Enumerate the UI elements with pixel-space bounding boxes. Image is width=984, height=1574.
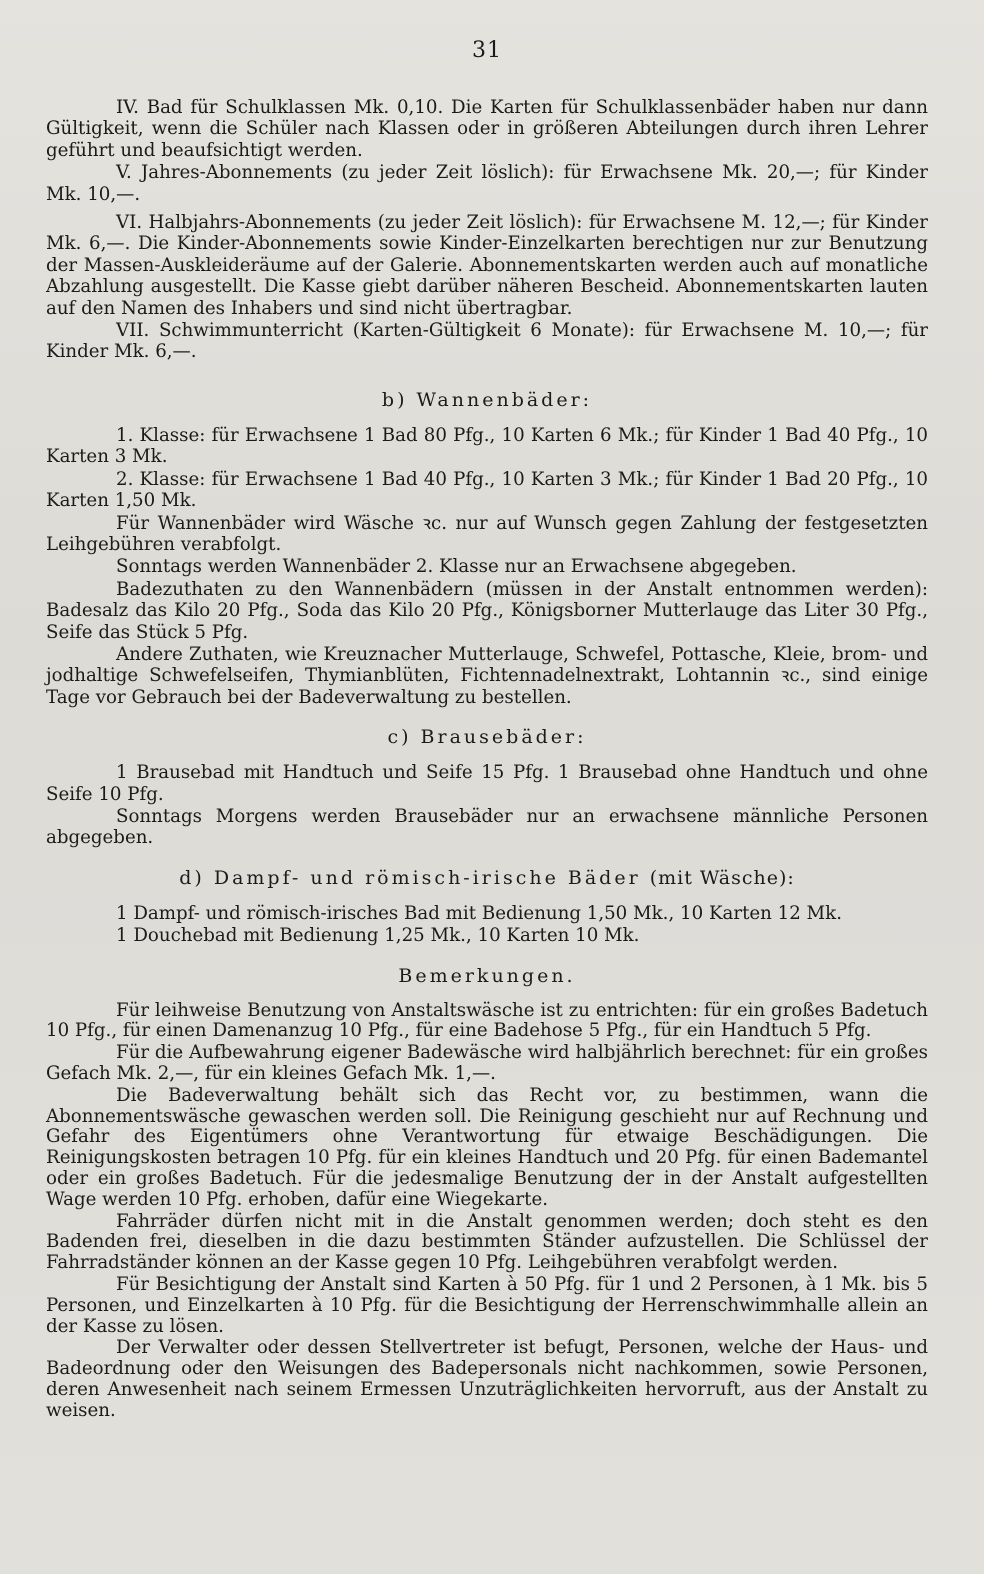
heading-bemerkungen: Bemerkungen. bbox=[398, 964, 576, 987]
paragraph-schulklassen: IV. Bad für Schulklassen Mk. 0,10. Die Karten für Schulklassenbäder haben nur dann Gültigkeit, wenn die Schüler nach Klassen oder in größeren Abteilungen durch ihren Lehrer geführt und beaufsichtigt werden. bbox=[46, 97, 928, 161]
page-number: 31 bbox=[472, 38, 502, 63]
paragraph-brausebad-preise: 1 Brausebad mit Handtuch und Seife 15 Pfg. 1 Brausebad ohne Handtuch und ohne Seife 10 Pfg. bbox=[46, 762, 928, 805]
paragraph-badezuthaten: Badezuthaten zu den Wannenbädern (müssen in der Anstalt entnommen werden): Badesalz das Kilo 20 Pfg., Soda das Kilo 20 Pfg., Königsborner Mutterlauge das Liter 30 Pfg., Seife das Stück 5 Pfg. bbox=[46, 578, 928, 643]
paragraph-sonntags-wannen: Sonntags werden Wannenbäder 2. Klasse nur an Erwachsene abgegeben. bbox=[116, 556, 797, 578]
paragraph-jahres-abonnements: V. Jahres-Abonnements (zu jeder Zeit löslich): für Erwachsene Mk. 20,—; für Kinder Mk. 10,—. bbox=[46, 162, 928, 205]
paragraph-badeverwaltung: Die Badeverwaltung behält sich das Recht vor, zu bestimmen, wann die Abonnementswäsche gewaschen werden soll. Die Reinigung geschieht nur auf Rechnung und Gefahr des Eigentümers ohne Verantwortung für etwaige Beschädigungen. Die Reinigungskosten betragen 10 Pfg. für ein kleines Handtuch und 20 Pfg. für einen Bademantel oder ein großes Badetuch. Für die jedesmalige Benutzung der in der Anstalt aufgestellten Wage werden 10 Pfg. erhoben, dafür eine Wiegekarte. bbox=[46, 1084, 928, 1210]
paragraph-dampfbad: 1 Dampf- und römisch-irisches Bad mit Bedienung 1,50 Mk., 10 Karten 12 Mk. bbox=[116, 902, 842, 924]
heading-dampfbaeder-suffix: (mit Wäsche): bbox=[649, 866, 795, 889]
paragraph-fahrraeder: Fahrräder dürfen nicht mit in die Anstalt genommen werden; doch steht es den Badenden frei, dieselben in die dazu bestimmten Ständer aufzustellen. Die Schlüssel der Fahrradständer können an der Kasse gegen 10 Pfg. Leihgebühren verabfolgt werden. bbox=[46, 1210, 928, 1274]
heading-wannenbaeder: b) Wannenbäder: bbox=[381, 388, 593, 411]
paragraph-verwalter: Der Verwalter oder dessen Stellvertreter ist befugt, Personen, welche der Haus- und Badeordnung oder den Weisungen des Badepersonals nicht nachkommen, sowie Personen, deren Anwesenheit nach seinem Ermessen Unzuträglichkeiten hervorruft, aus der Anstalt zu weisen. bbox=[46, 1337, 928, 1421]
heading-dampfbaeder-title: d) Dampf- und römisch-irische Bäder bbox=[179, 866, 641, 889]
paragraph-schwimmunterricht: VII. Schwimmunterricht (Karten-Gültigkeit 6 Monate): für Erwachsene M. 10,—; für Kinder Mk. 6,—. bbox=[46, 320, 928, 363]
heading-brausebaeder: c) Brausebäder: bbox=[387, 726, 587, 749]
paragraph-andere-zuthaten: Andere Zuthaten, wie Kreuznacher Mutterlauge, Schwefel, Pottasche, Kleie, brom- und jodhaltige Schwefelseifen, Thymianblüten, Fichtennadelnextrakt, Lohtannin ꝛc., sind einige Tage vor Gebrauch bei der Badeverwaltung zu bestellen. bbox=[46, 643, 928, 708]
paragraph-besichtigung: Für Besichtigung der Anstalt sind Karten à 50 Pfg. für 1 und 2 Personen, à 1 Mk. bis 5 Personen, und Einzelkarten à 10 Pfg. für die Besichtigung der Herrenschwimmhalle allein an der Kasse zu lösen. bbox=[46, 1273, 928, 1337]
paragraph-waesche: Für Wannenbäder wird Wäsche ꝛc. nur auf Wunsch gegen Zahlung der festgesetzten Leihgebühren verabfolgt. bbox=[46, 512, 928, 555]
paragraph-halbjahrs-abonnements: VI. Halbjahrs-Abonnements (zu jeder Zeit löslich): für Erwachsene M. 12,—; für Kinder Mk. 6,—. Die Kinder-Abonnements sowie Kinder-Einzelkarten berechtigen nur zur Benutzung der Massen-Auskleideräume auf der Galerie. Abonnementskarten werden auch auf monatliche Abzahlung ausgestellt. Die Kasse giebt darüber näheren Bescheid. Abonnementskarten lauten auf den Namen des Inhabers und sind nicht übertragbar. bbox=[46, 212, 928, 319]
paragraph-douchebad: 1 Douchebad mit Bedienung 1,25 Mk., 10 Karten 10 Mk. bbox=[116, 925, 640, 947]
paragraph-klasse-1: 1. Klasse: für Erwachsene 1 Bad 80 Pfg., 10 Karten 6 Mk.; für Kinder 1 Bad 40 Pfg., 10 Karten 3 Mk. bbox=[46, 424, 928, 468]
paragraph-leihweise: Für leihweise Benutzung von Anstaltswäsche ist zu entrichten: für ein großes Badetuch 10 Pfg., für einen Damenanzug 10 Pfg., für eine Badehose 5 Pfg., für ein Handtuch 5 Pfg. bbox=[46, 999, 928, 1042]
paragraph-klasse-2: 2. Klasse: für Erwachsene 1 Bad 40 Pfg., 10 Karten 3 Mk.; für Kinder 1 Bad 20 Pfg., 10 Karten 1,50 Mk. bbox=[46, 468, 928, 512]
paragraph-aufbewahrung: Für die Aufbewahrung eigener Badewäsche wird halbjährlich berechnet: für ein großes Gefach Mk. 2,—, für ein kleines Gefach Mk. 1,—. bbox=[46, 1042, 928, 1084]
paragraph-sonntags-brause: Sonntags Morgens werden Brausebäder nur an erwachsene männliche Personen abgegeben. bbox=[46, 805, 928, 849]
heading-dampfbaeder bbox=[46, 867, 928, 889]
